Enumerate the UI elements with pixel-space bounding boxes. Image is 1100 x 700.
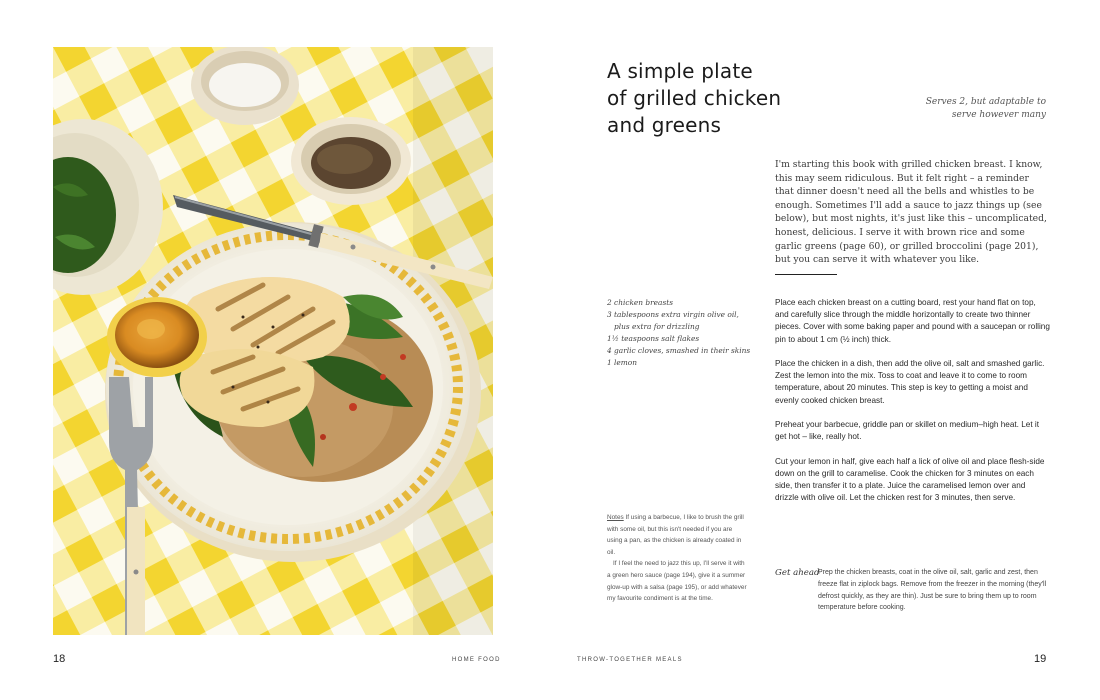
recipe-title xyxy=(607,58,781,139)
method-step: Preheat your barbecue, griddle pan or skillet on medium–high heat. Let it get hot – like, really hot. xyxy=(775,420,1039,442)
page-number-right: 19 xyxy=(1034,653,1047,665)
running-head-right: THROW-TOGETHER MEALS xyxy=(577,657,683,663)
page-number-left: 18 xyxy=(53,653,66,665)
notes-paragraph xyxy=(607,512,749,558)
method-step: Place the chicken in a dish, then add the olive oil, salt and smashed garlic. Zest the lemon into the mix. Toss to coat and leave it to come to room temperature, about 20 minutes. This step is key to getting a moist and evenly cooked chicken breast. xyxy=(775,359,1045,405)
ingredient-item: 1 lemon xyxy=(607,358,638,367)
running-head-left: HOME FOOD xyxy=(452,657,501,663)
method-step: Place each chicken breast on a cutting board, rest your hand flat on top, and carefully slice through the middle horizontally to create two thinner pieces. Cover with some baking paper and pound with a saucepan or rolling pin to about 1 cm (½ inch) thick. xyxy=(775,298,1050,344)
method-steps xyxy=(775,297,1050,517)
notes-label: Notes xyxy=(607,514,624,521)
recipe-intro: I'm starting this book with grilled chicken breast. I know, this may seem ridiculous. But it felt right – a reminder that dinner doesn't need all the bells and whistles to be enough. Sometimes I'll add a sauce to jazz things up (see below), but most nights, it's just like this – uncomplicated, honest, delicious. I serve it with brown rice and some garlic greens (page 60), or grilled broccolini (page 201), but you can serve it with whatever you like. xyxy=(775,159,1047,266)
ingredient-item: 3 tablespoons extra virgin olive oil, xyxy=(607,310,739,319)
notes-text: If using a barbecue, I like to brush the grill with some oil, but this isn't needed if you are using a pan, as the chicken is already coated in oil. xyxy=(607,514,744,556)
section-divider xyxy=(775,274,837,275)
recipe-photo xyxy=(53,47,493,635)
ingredient-item: 2 chicken breasts xyxy=(607,298,674,307)
method-step: Cut your lemon in half, give each half a lick of olive oil and place flesh-side down on the grill to caramelise. Cook the chicken for 3 minutes on each side, then transfer it to a plate. Juice the caramelised lemon over and drizzle with olive oil. Let the chicken rest for 3 minutes, then serve. xyxy=(775,456,1045,503)
salt-dish xyxy=(191,47,299,125)
grilled-lemon xyxy=(107,297,207,377)
serves-line: serve however many xyxy=(951,110,1046,120)
pepper-dish xyxy=(291,117,411,205)
serves-line: Serves 2, but adaptable to xyxy=(925,97,1046,107)
recipe-notes xyxy=(607,512,749,605)
ingredient-item: 1½ teaspoons salt flakes xyxy=(607,334,700,343)
ingredient-item: 4 garlic cloves, smashed in their skins xyxy=(607,346,751,355)
serves-note xyxy=(920,96,1046,122)
notes-paragraph: If I feel the need to jazz this up, I'll serve it with a green hero sauce (page 194), give it a summer glow-up with a salsa (page 195), or add whatever my favourite condiment is at the time. xyxy=(607,560,747,603)
get-ahead-text: Prep the chicken breasts, coat in the olive oil, salt, garlic and zest, then freeze flat in ziplock bags. Remove from the freezer in the morning (they'll defrost quickly, as they are thin). Just be sure to bring them up to room temperature before cooking. xyxy=(818,569,1047,612)
ingredient-list xyxy=(607,297,757,369)
title-line: of grilled chicken xyxy=(607,86,782,110)
title-line: and greens xyxy=(607,113,722,137)
ingredient-item: plus extra for drizzling xyxy=(614,322,700,331)
title-line: A simple plate xyxy=(607,59,753,83)
grilled-chicken-plate-image xyxy=(53,47,493,635)
get-ahead-label: Get ahead xyxy=(775,568,820,578)
